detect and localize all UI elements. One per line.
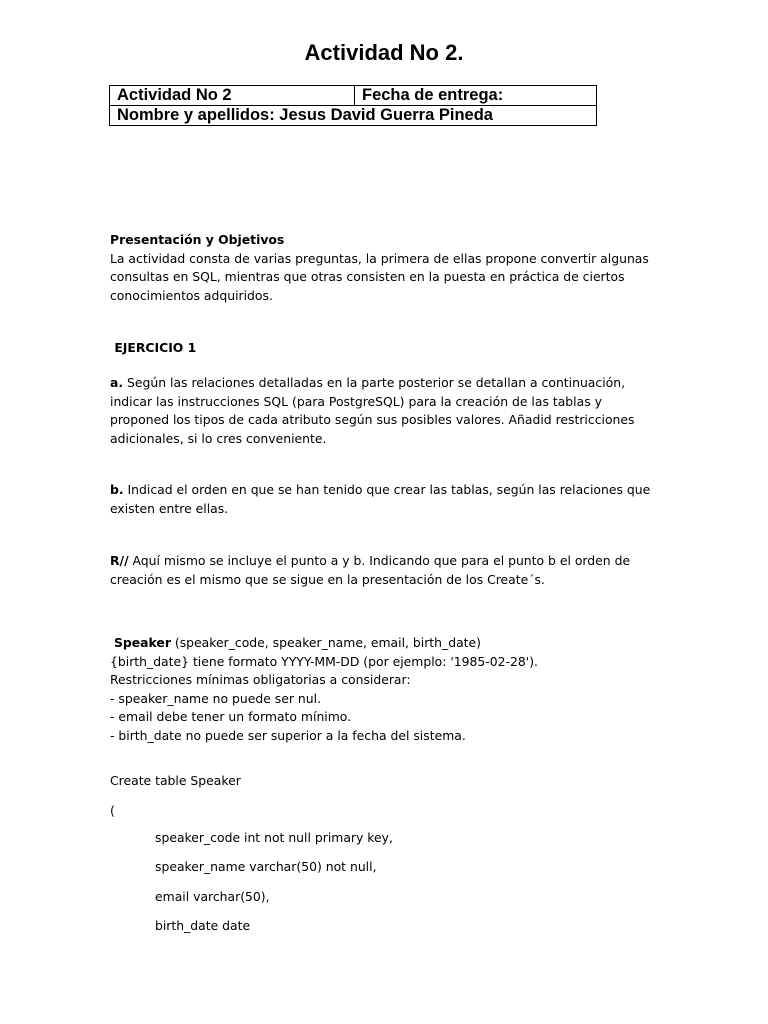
- question-a: [110, 374, 670, 448]
- activity-cell: Actividad No 2: [110, 86, 355, 106]
- speaker-section: [110, 634, 670, 745]
- question-a-label: a.: [110, 375, 124, 390]
- speaker-line: - email debe tener un formato mínimo.: [110, 709, 352, 724]
- answer-line: creación es el mismo que se sigue en la presentación de los Create´s.: [110, 571, 545, 587]
- presentation-section: [110, 231, 670, 305]
- question-a-line: proponed los tipos de cada atributo según sus posibles valores. Añadid restricciones: [110, 412, 635, 427]
- speaker-line: - birth_date no puede ser superior a la fecha del sistema.: [110, 727, 466, 743]
- question-b-label: b.: [110, 482, 124, 497]
- due-date-cell: Fecha de entrega:: [355, 86, 597, 106]
- header-row: [110, 86, 597, 106]
- exercise-heading: EJERCICIO 1: [110, 340, 197, 355]
- speaker-name: Speaker: [113, 635, 171, 650]
- name-row: [110, 106, 597, 126]
- presentation-heading: Presentación y Objetivos: [110, 232, 285, 247]
- document-title: Actividad No 2.: [304, 40, 464, 65]
- presentation-line: conocimientos adquiridos.: [110, 287, 273, 303]
- sql-create-line: Create table Speaker: [110, 773, 241, 788]
- sql-column: birth_date date: [155, 918, 251, 933]
- speaker-attributes: (speaker_code, speaker_name, email, birth_date): [170, 635, 481, 650]
- question-a-line: adicionales, si lo cres conveniente.: [110, 430, 327, 446]
- answer-label: R//: [110, 553, 129, 568]
- answer-line: [110, 552, 670, 571]
- header-table: [109, 85, 597, 126]
- answer-text: Aquí mismo se incluye el punto a y b. Indicando que para el punto b el orden de: [128, 553, 631, 568]
- speaker-line: Restricciones mínimas obligatorias a considerar:: [110, 672, 411, 687]
- speaker-line: {birth_date} tiene formato YYYY-MM-DD (por ejemplo: '1985-02-28').: [110, 653, 538, 669]
- sql-column: email varchar(50),: [155, 889, 270, 904]
- question-a-line: [110, 374, 670, 393]
- speaker-relation: [110, 634, 670, 653]
- sql-column: speaker_code int not null primary key,: [155, 830, 393, 845]
- speaker-line: - speaker_name no puede ser nul.: [110, 690, 322, 706]
- question-a-line: indicar las instrucciones SQL (para PostgreSQL) para la creación de las tablas y: [110, 393, 602, 409]
- question-b-line: [110, 481, 670, 500]
- question-b: [110, 481, 670, 518]
- question-b-text: Indicad el orden en que se han tenido que crear las tablas, según las relaciones que: [123, 482, 651, 497]
- answer-r: [110, 552, 670, 589]
- sql-open-paren: (: [110, 803, 115, 818]
- presentation-line: consultas en SQL, mientras que otras consisten en la puesta en práctica de ciertos: [110, 269, 625, 284]
- question-a-text: Según las relaciones detalladas en la parte posterior se detallan a continuación,: [123, 375, 626, 390]
- name-cell: Nombre y apellidos: Jesus David Guerra Pineda: [110, 106, 597, 126]
- exercise-heading-section: [110, 339, 670, 358]
- presentation-line: La actividad consta de varias preguntas, la primera de ellas propone convertir algunas: [110, 250, 649, 266]
- sql-column: speaker_name varchar(50) not null,: [155, 859, 377, 874]
- question-b-line: existen entre ellas.: [110, 500, 229, 516]
